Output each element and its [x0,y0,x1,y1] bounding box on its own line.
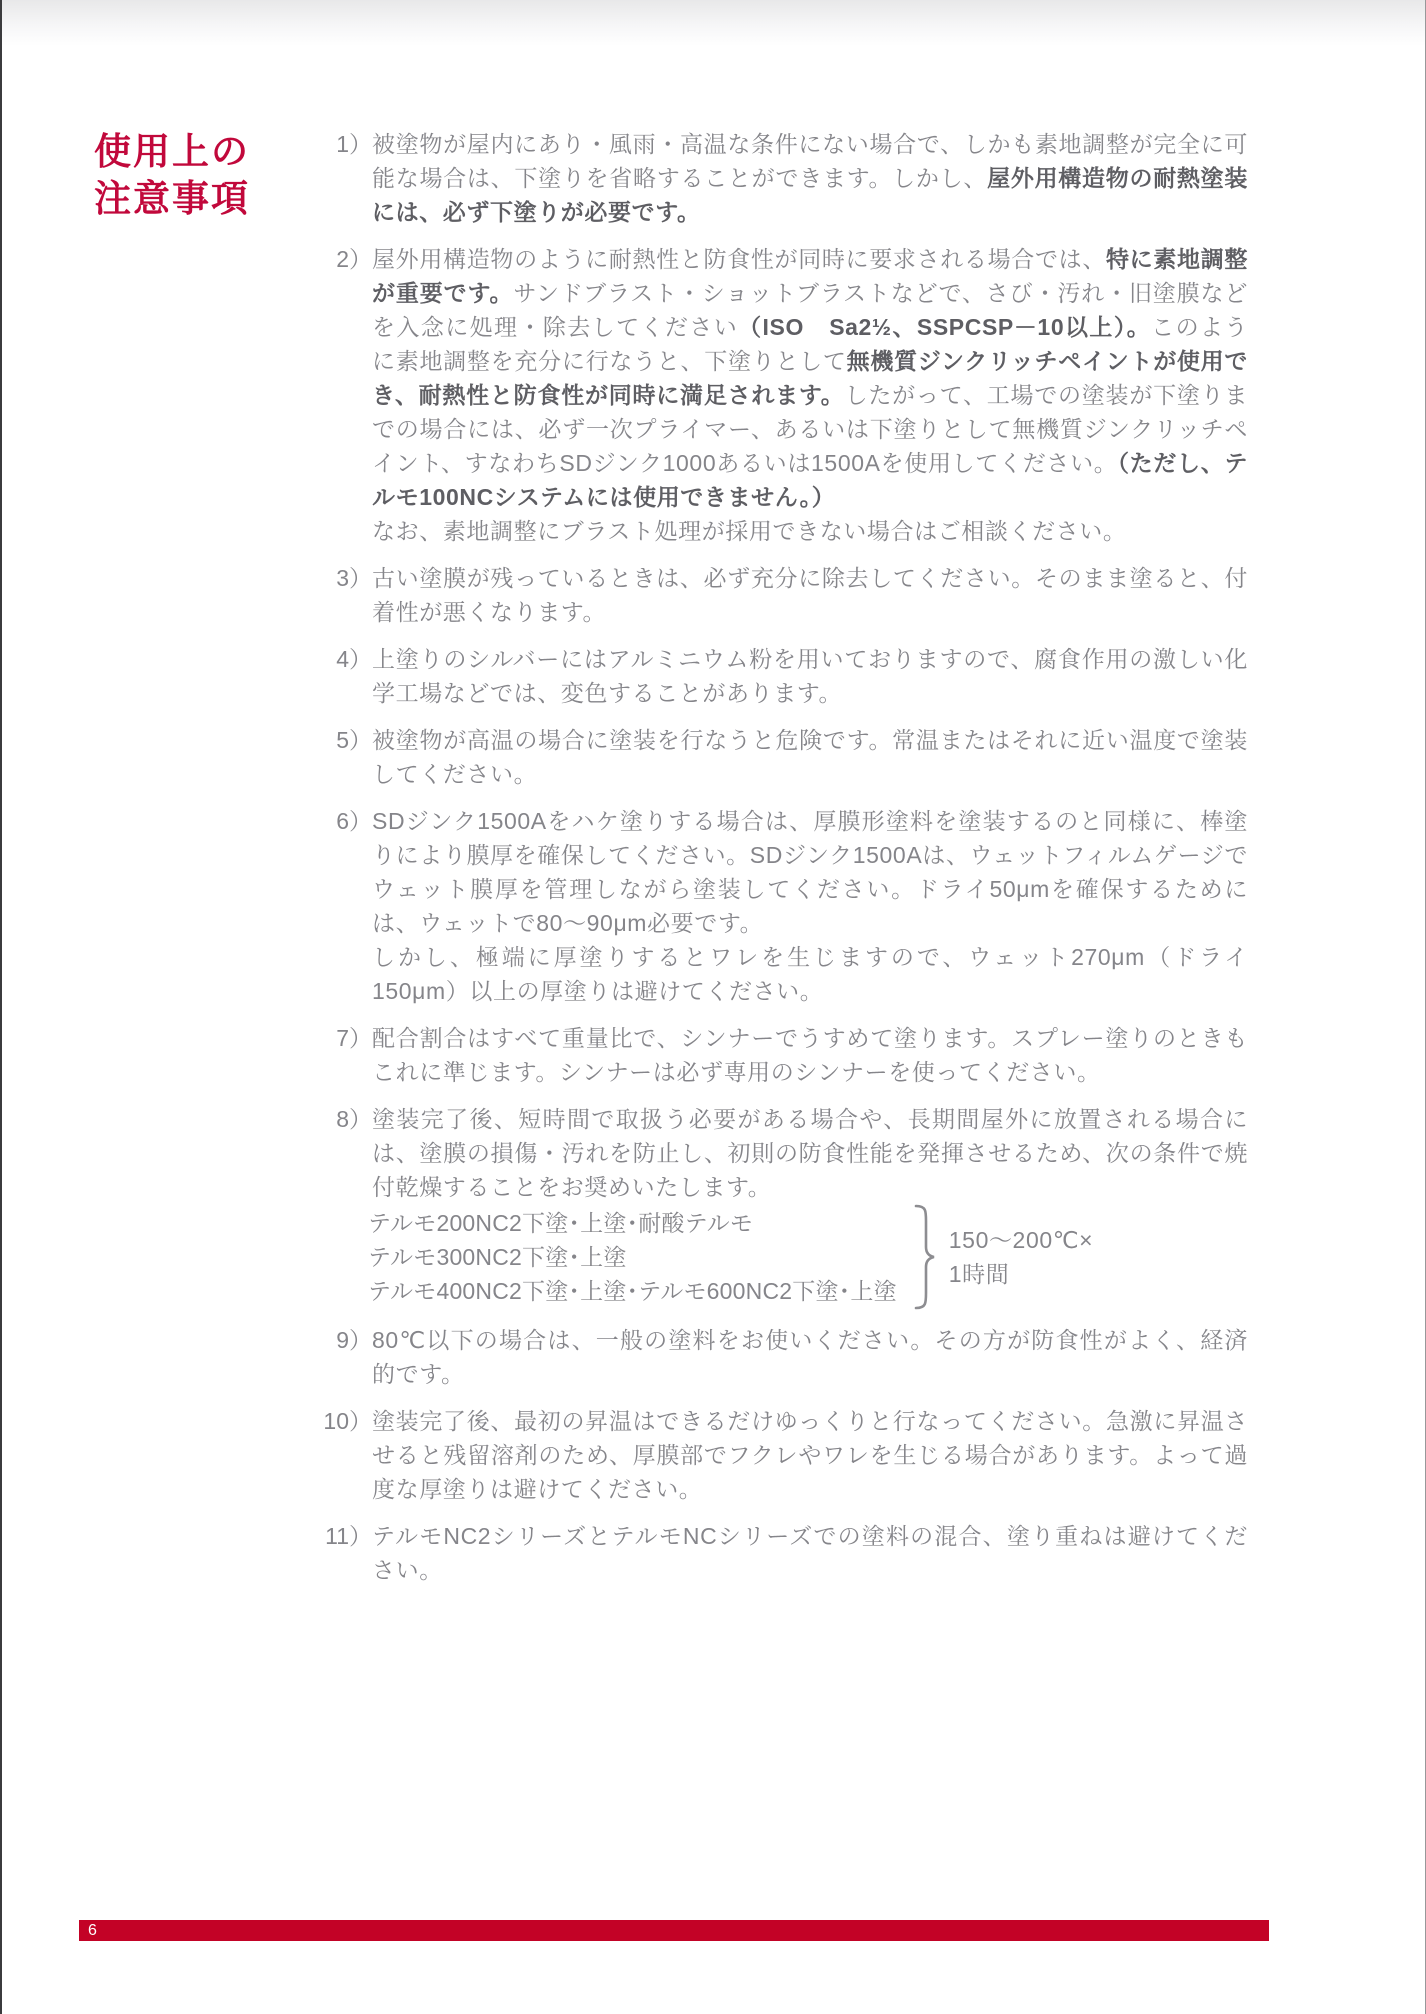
item-text [372,1323,1248,1391]
text-segment: 塗装完了後、短時間で取扱う必要がある場合や、長期間屋外に放置される場合には、塗膜の損傷・汚れを防止し、初則の防食性能を発揮させるため、次の条件で焼付乾燥することをお奨めいたします。 [372,1106,1248,1200]
item-number: 8） [336,1106,372,1132]
text-segment: 塗装完了後、最初の昇温はできるだけゆっくりと行なってください。急激に昇温させると残留溶剤のため、厚膜部でフクレやワレを生じる場合があります。よって過度な厚塗りは避けてください。 [372,1408,1248,1502]
text-segment: 特に素地調整が重要です。 [372,246,1248,306]
text-segment: テルモNC2シリーズとテルモNCシリーズでの塗料の混合、塗り重ねは避けてください。 [372,1523,1248,1583]
item-text [372,804,1248,1008]
list-item [288,561,1248,629]
item-number: 7） [336,1025,372,1051]
list-item [288,1519,1248,1587]
item-number: 9） [336,1327,372,1353]
text-segment: しかし、極端に厚塗りするとワレを生じますので、ウェット270μm（ドライ150μm）以上の厚塗りは避けてください。 [372,944,1248,1004]
item-number: 5） [336,727,372,753]
bake-product: テルモ300NC2下塗･上塗 [368,1244,627,1270]
item-number: 1） [336,131,372,157]
item-text [372,723,1248,791]
list-item [288,1102,1248,1310]
section-title-line1: 使用上の [94,131,250,172]
bake-condition [949,1223,1093,1291]
item-text [372,1021,1248,1089]
list-item [288,127,1248,229]
text-segment: 配合割合はすべて重量比で、シンナーでうすめて塗ります。スプレー塗りのときもこれに準じます。シンナーは必ず専用のシンナーを使ってください。 [372,1025,1248,1085]
bake-condition-line2: 1時間 [948,1261,1010,1287]
bake-condition-line1: 150〜200℃× [948,1227,1094,1253]
bake-product: テルモ400NC2下塗･上塗･テルモ600NC2下塗･上塗 [368,1278,897,1304]
item-text [368,1102,1248,1310]
text-segment: （ただし、テルモ100NCシステムには使用できません。） [372,450,1248,510]
page-number: 6 [88,1922,98,1939]
item-number: 10） [323,1408,372,1434]
bake-product: テルモ200NC2下塗･上塗･耐酸テルモ [368,1210,754,1236]
text-segment: 古い塗膜が残っているときは、必ず充分に除去してください。そのまま塗ると、付着性が悪くなります。 [372,565,1248,625]
bake-product-list [368,1206,897,1308]
text-segment: なお、素地調整にブラスト処理が採用できない場合はご相談ください。 [372,518,1127,544]
text-segment: したがって、工場での塗装が下塗りまでの場合には、必ず一次プライマー、あるいは下塗りとして無機質ジンクリッチペイント、すなわちSDジンク1000あるいは1500Aを使用してください。 [372,382,1248,476]
precautions-list [288,127,1248,1600]
item-text [372,1519,1248,1587]
page-left-edge [0,0,2,2014]
text-segment: 屋外用構造物の耐熱塗装には、必ず下塗りが必要です。 [372,165,1248,225]
section-title [94,128,250,222]
item-text [372,642,1248,710]
item-number: 4） [336,646,372,672]
list-item [288,804,1248,1008]
item-text [372,242,1248,548]
section-title-line2: 注意事項 [94,178,250,219]
text-segment: 被塗物が屋内にあり・風雨・高温な条件にない場合で、しかも素地調整が完全に可能な場合は、下塗りを省略することができます。しかし、 [372,131,1248,191]
text-segment: サンドブラスト・ショットブラストなどで、さび・汚れ・旧塗膜などを入念に処理・除去してください [372,280,1248,340]
footer-bar [79,1920,1269,1941]
brace-icon [913,1204,937,1310]
item-text [372,1404,1248,1506]
list-item [288,723,1248,791]
item-number: 2） [336,246,372,272]
text-segment: SDジンク1500Aをハケ塗りする場合は、厚膜形塗料を塗装するのと同様に、棒塗りにより膜厚を確保してください。SDジンク1500Aは、ウェットフィルムゲージでウェット膜厚を管理しながら塗装してください。ドライ50μmを確保するためには、ウェットで80〜90μm必要です。 [372,808,1248,936]
list-item [288,1404,1248,1506]
item-number: 6） [336,808,372,834]
list-item [288,242,1248,548]
item-number: 3） [336,565,372,591]
text-segment: （ISO Sa2½、SSPCSP－10以上）。 [738,314,1152,340]
item-text [372,561,1248,629]
text-segment: 80℃以下の場合は、一般の塗料をお使いください。その方が防食性がよく、経済的です。 [372,1327,1248,1387]
list-item [288,1323,1248,1391]
text-segment: 屋外用構造物のように耐熱性と防食性が同時に要求される場合では、 [372,246,1106,272]
page-top-shadow [0,0,1426,46]
text-segment: 上塗りのシルバーにはアルミニウム粉を用いておりますので、腐食作用の激しい化学工場などでは、変色することがあります。 [372,646,1248,706]
item-number: 11） [325,1523,372,1549]
text-segment: このように素地調整を充分に行なうと、下塗りとして [372,314,1248,374]
list-item [288,642,1248,710]
text-segment: 被塗物が高温の場合に塗装を行なうと危険です。常温またはそれに近い温度で塗装してください。 [372,727,1248,787]
baking-conditions [368,1204,1248,1310]
list-item [288,1021,1248,1089]
text-segment: 無機質ジンクリッチペイントが使用でき、耐熱性と防食性が同時に満足されます。 [372,348,1248,408]
item-text [372,127,1248,229]
